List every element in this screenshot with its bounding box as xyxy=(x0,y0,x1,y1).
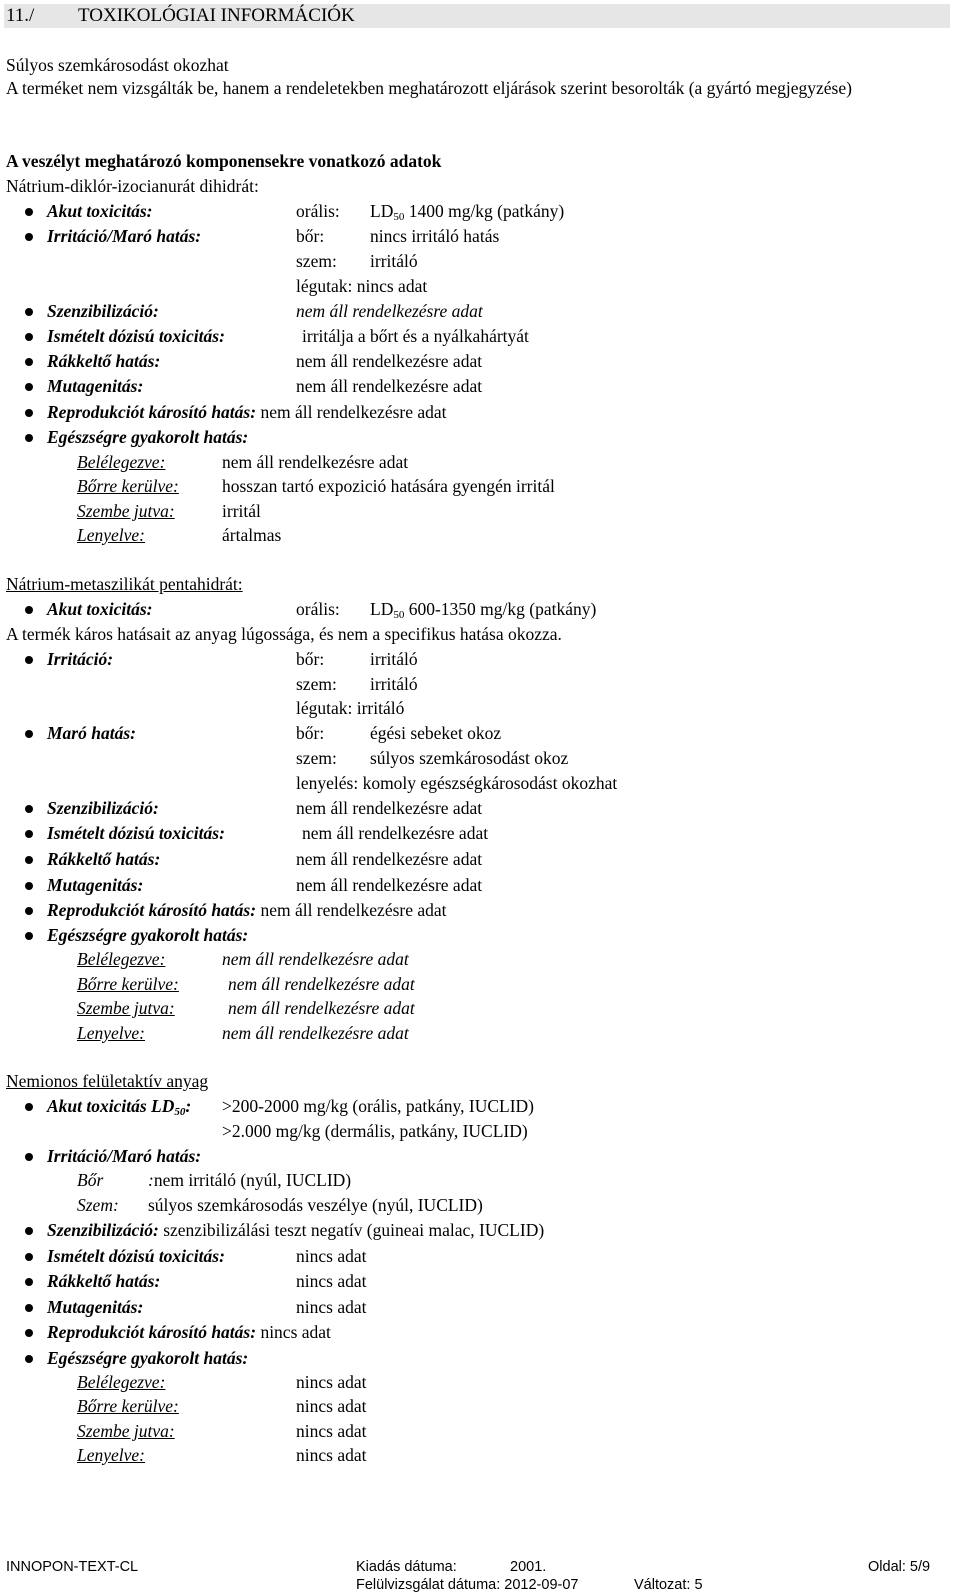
irritation-label: Irritáció: xyxy=(47,649,114,669)
corrosion-eye-value: súlyos szemkárosodást okoz xyxy=(370,748,569,768)
irritation-skin-value: irritáló xyxy=(370,649,418,669)
alkalinity-note: A termék káros hatásait az anyag lúgossága, és nem a specifikus hatása okozza. xyxy=(6,624,562,644)
irritation-eye-label: szem: xyxy=(296,251,337,271)
acute-ld: $LD_{50}$ 1400 mg/kg (patkány) xyxy=(370,201,565,223)
component-2-name: Nátrium-metaszilikát pentahidrát: xyxy=(6,574,243,594)
component-1-name: Nátrium-diklór-izocianurát dihidrát: xyxy=(6,176,259,196)
mutagenicity-value: nem áll rendelkezésre adat xyxy=(296,376,483,396)
ingestion-value: ártalmas xyxy=(222,525,282,545)
repeated-dose-label: Ismételt dózisú toxicitás: xyxy=(47,326,225,346)
irritation-skin-value: nincs irritáló hatás xyxy=(370,226,500,246)
irritation-respiratory: légutak: nincs adat xyxy=(296,276,428,296)
sensitization-value: nem áll rendelkezésre adat xyxy=(296,301,483,321)
bullet xyxy=(25,932,33,940)
bullet xyxy=(25,409,33,417)
bullet xyxy=(25,1355,33,1363)
bullet xyxy=(25,1153,33,1161)
bullet xyxy=(25,358,33,366)
mutagenicity-value: nincs adat xyxy=(296,1297,367,1317)
skin-contact-label: Bőrre kerülve: xyxy=(77,974,179,994)
bullet xyxy=(25,1329,33,1337)
footer-issue-label: Kiadás dátuma: xyxy=(356,1559,457,1575)
bullet xyxy=(25,1253,33,1261)
reproductive-toxicity: Reprodukciót károsító hatás: nem áll rendelkezésre adat xyxy=(47,900,447,920)
bullet xyxy=(25,1278,33,1286)
bullet xyxy=(25,882,33,890)
classification-note: A terméket nem vizsgálták be, hanem a rendeletekben meghatározott eljárások szerint besorolták (a gyártó megjegyzése) xyxy=(6,78,852,98)
reproductive-toxicity: Reprodukciót károsító hatás: nincs adat xyxy=(47,1322,331,1342)
mutagenicity-label: Mutagenitás: xyxy=(47,875,144,895)
irritation-skin-value: :nem irritáló (nyúl, IUCLID) xyxy=(148,1170,352,1190)
eye-contact-label: Szembe jutva: xyxy=(77,1421,175,1441)
footer-product: INNOPON-TEXT-CL xyxy=(6,1559,139,1575)
health-effects-label: Egészségre gyakorolt hatás: xyxy=(47,1348,249,1368)
repeated-dose-label: Ismételt dózisú toxicitás: xyxy=(47,823,225,843)
acute-toxicity-label: Akut toxicitás: xyxy=(47,599,153,619)
footer-page: Oldal: 5/9 xyxy=(868,1559,931,1575)
corrosion-ingestion: lenyelés: komoly egészségkárosodást okozhat xyxy=(296,773,618,793)
ingestion-label: Lenyelve: xyxy=(77,1023,146,1043)
irritation-eye-label: szem: xyxy=(296,674,337,694)
carcinogenicity-value: nincs adat xyxy=(296,1271,367,1291)
bullet xyxy=(25,1103,33,1111)
bullet xyxy=(25,856,33,864)
acute-toxicity-label: Akut toxicitás: xyxy=(47,201,153,221)
component-3-name: Nemionos felületaktív anyag xyxy=(6,1071,209,1091)
bullet xyxy=(25,907,33,915)
skin-contact-label: Bőrre kerülve: xyxy=(77,1396,179,1416)
footer-review-date: Felülvizsgálat dátuma: 2012-09-07 xyxy=(356,1577,579,1593)
bullet xyxy=(25,606,33,614)
irritation-eye-value: irritáló xyxy=(370,251,418,271)
repeated-dose-value: irritálja a bőrt és a nyálkahártyát xyxy=(302,326,529,346)
irritation-skin-label: bőr: xyxy=(296,226,325,246)
bullet xyxy=(25,656,33,664)
section-title: TOXIKOLÓGIAI INFORMÁCIÓK xyxy=(78,5,355,26)
carcinogenicity-label: Rákkeltő hatás: xyxy=(47,849,161,869)
eye-contact-value: irritál xyxy=(222,501,261,521)
bullet xyxy=(25,333,33,341)
acute-value-oral: >200-2000 mg/kg (orális, patkány, IUCLID) xyxy=(222,1096,535,1116)
acute-toxicity-label: Akut toxicitás $LD_{50}$: xyxy=(47,1096,192,1118)
footer-issue-value: 2001. xyxy=(510,1559,547,1575)
health-effects-label: Egészségre gyakorolt hatás: xyxy=(47,925,249,945)
inhalation-value: nem áll rendelkezésre adat xyxy=(222,949,409,969)
irritation-eye-label: Szem: xyxy=(77,1195,119,1215)
bullet xyxy=(25,383,33,391)
skin-contact-label: Bőrre kerülve: xyxy=(77,476,179,496)
mutagenicity-value: nem áll rendelkezésre adat xyxy=(296,875,483,895)
ingestion-label: Lenyelve: xyxy=(77,1445,146,1465)
skin-contact-value: nincs adat xyxy=(296,1396,367,1416)
skin-contact-value: nem áll rendelkezésre adat xyxy=(228,974,415,994)
bullet xyxy=(25,434,33,442)
eye-contact-value: nincs adat xyxy=(296,1421,367,1441)
irritation-eye-value: irritáló xyxy=(370,674,418,694)
irritation-skin-label: Bőr xyxy=(77,1170,104,1190)
bullet xyxy=(25,308,33,316)
carcinogenicity-value: nem áll rendelkezésre adat xyxy=(296,849,483,869)
hazard-statement: Súlyos szemkárosodást okozhat xyxy=(6,55,229,75)
corrosion-label: Maró hatás: xyxy=(47,723,136,743)
sensitization: Szenzibilizáció: szenzibilizálási teszt negatív (guineai malac, IUCLID) xyxy=(47,1220,545,1240)
repeated-dose-label: Ismételt dózisú toxicitás: xyxy=(47,1246,225,1266)
irritation-eye-value: súlyos szemkárosodás veszélye (nyúl, IUCLID) xyxy=(148,1195,483,1215)
inhalation-value: nincs adat xyxy=(296,1372,367,1392)
bullet xyxy=(25,1304,33,1312)
ingestion-value: nem áll rendelkezésre adat xyxy=(222,1023,409,1043)
repeated-dose-value: nincs adat xyxy=(296,1246,367,1266)
irritation-respiratory: légutak: irritáló xyxy=(296,698,405,718)
reproductive-toxicity: Reprodukciót károsító hatás: nem áll rendelkezésre adat xyxy=(47,402,447,422)
components-heading: A veszélyt meghatározó komponensekre vonatkozó adatok xyxy=(6,151,442,171)
inhalation-label: Belélegezve: xyxy=(77,452,166,472)
carcinogenicity-value: nem áll rendelkezésre adat xyxy=(296,351,483,371)
irritation-label: Irritáció/Maró hatás: xyxy=(47,1146,202,1166)
irritation-label: Irritáció/Maró hatás: xyxy=(47,226,202,246)
repeated-dose-value: nem áll rendelkezésre adat xyxy=(302,823,489,843)
carcinogenicity-label: Rákkeltő hatás: xyxy=(47,351,161,371)
bullet xyxy=(25,730,33,738)
acute-value-dermal: >2.000 mg/kg (dermális, patkány, IUCLID) xyxy=(222,1121,528,1141)
eye-contact-label: Szembe jutva: xyxy=(77,998,175,1018)
sensitization-label: Szenzibilizáció: xyxy=(47,798,159,818)
bullet xyxy=(25,805,33,813)
health-effects-label: Egészségre gyakorolt hatás: xyxy=(47,427,249,447)
corrosion-skin-label: bőr: xyxy=(296,723,325,743)
irritation-skin-label: bőr: xyxy=(296,649,325,669)
inhalation-label: Belélegezve: xyxy=(77,1372,166,1392)
section-number: 11./ xyxy=(6,5,35,26)
eye-contact-label: Szembe jutva: xyxy=(77,501,175,521)
footer-version: Változat: 5 xyxy=(634,1577,703,1593)
skin-contact-value: hosszan tartó expozició hatására gyengén irritál xyxy=(222,476,555,496)
bullet xyxy=(25,208,33,216)
acute-route: orális: xyxy=(296,599,340,619)
sensitization-label: Szenzibilizáció: xyxy=(47,301,159,321)
corrosion-eye-label: szem: xyxy=(296,748,337,768)
corrosion-skin-value: égési sebeket okoz xyxy=(370,723,502,743)
ingestion-label: Lenyelve: xyxy=(77,525,146,545)
mutagenicity-label: Mutagenitás: xyxy=(47,1297,144,1317)
bullet xyxy=(25,1227,33,1235)
bullet xyxy=(25,233,33,241)
inhalation-label: Belélegezve: xyxy=(77,949,166,969)
mutagenicity-label: Mutagenitás: xyxy=(47,376,144,396)
acute-ld: $LD_{50}$ 600-1350 mg/kg (patkány) xyxy=(370,599,597,621)
acute-route: orális: xyxy=(296,201,340,221)
bullet xyxy=(25,830,33,838)
carcinogenicity-label: Rákkeltő hatás: xyxy=(47,1271,161,1291)
eye-contact-value: nem áll rendelkezésre adat xyxy=(228,998,415,1018)
sensitization-value: nem áll rendelkezésre adat xyxy=(296,798,483,818)
inhalation-value: nem áll rendelkezésre adat xyxy=(222,452,409,472)
ingestion-value: nincs adat xyxy=(296,1445,367,1465)
